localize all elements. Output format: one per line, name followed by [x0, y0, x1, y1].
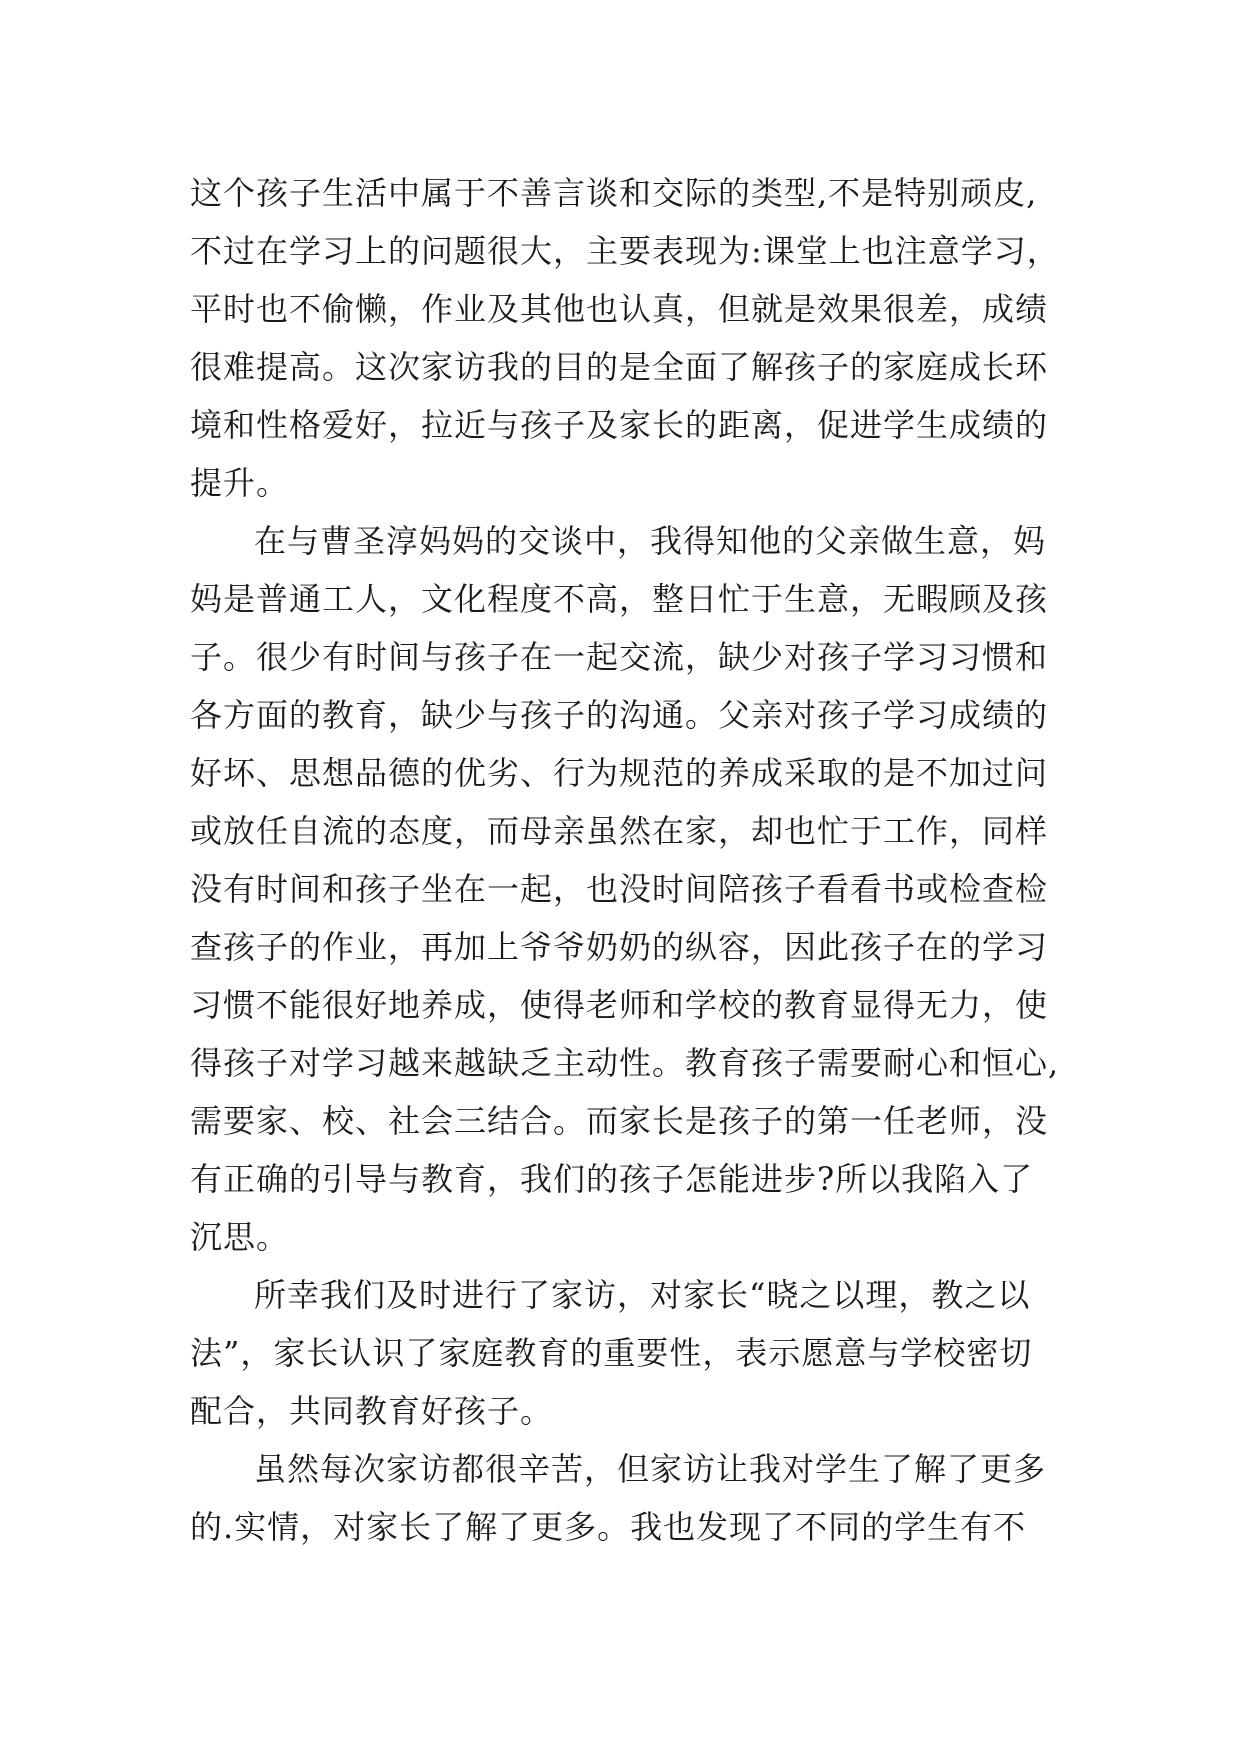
text-line: 沉思。: [190, 1218, 290, 1256]
paragraph-1: [190, 164, 1070, 512]
text-line: 没有时间和孩子坐在一起，也没时间陪孩子看看书或检查检: [190, 870, 1049, 908]
text-line: 提升。: [190, 464, 290, 502]
document-body: [190, 164, 1070, 1556]
text-line: 得孩子对学习越来越缺乏主动性。教育孩子需要耐心和恒心,: [190, 1044, 1060, 1082]
paragraph-4: [190, 1440, 1070, 1556]
text-line: 所幸我们及时进行了家访，对家长“晓之以理，教之以: [254, 1276, 1031, 1314]
text-line: 虽然每次家访都很辛苦，但家访让我对学生了解了更多: [254, 1450, 1047, 1488]
text-line: 平时也不偷懒，作业及其他也认真，但就是效果很差，成绩: [190, 290, 1049, 328]
text-line: 子。很少有时间与孩子在一起交流，缺少对孩子学习习惯和: [190, 638, 1049, 676]
text-line: 的.实情，对家长了解了更多。我也发现了不同的学生有不: [190, 1508, 1027, 1546]
text-line: 需要家、校、社会三结合。而家长是孩子的第一任老师，没: [190, 1102, 1049, 1140]
text-line: 这个孩子生活中属于不善言谈和交际的类型,不是特别顽皮,: [190, 174, 1038, 212]
paragraph-2: [190, 512, 1070, 1266]
text-line: 配合，共同教育好孩子。: [190, 1392, 554, 1430]
text-line: 或放任自流的态度，而母亲虽然在家，却也忙于工作，同样: [190, 812, 1049, 850]
text-line: 不过在学习上的问题很大，主要表现为:课堂上也注意学习，: [190, 232, 1060, 270]
text-line: 妈是普通工人，文化程度不高，整日忙于生意，无暇顾及孩: [190, 580, 1049, 618]
text-line: 查孩子的作业，再加上爷爷奶奶的纵容，因此孩子在的学习: [190, 928, 1049, 966]
text-line: 境和性格爱好，拉近与孩子及家长的距离，促进学生成绩的: [190, 406, 1049, 444]
text-line: 有正确的引导与教育，我们的孩子怎能进步?所以我陷入了: [190, 1160, 1034, 1198]
text-line: 很难提高。这次家访我的目的是全面了解孩子的家庭成长环: [190, 348, 1049, 386]
text-line: 好坏、思想品德的优劣、行为规范的养成采取的是不加过问: [190, 754, 1049, 792]
paragraph-3: [190, 1266, 1070, 1440]
text-line: 在与曹圣淳妈妈的交谈中，我得知他的父亲做生意，妈: [254, 522, 1047, 560]
text-line: 法”，家长认识了家庭教育的重要性，表示愿意与学校密切: [190, 1334, 1033, 1372]
text-line: 习惯不能很好地养成，使得老师和学校的教育显得无力，使: [190, 986, 1049, 1024]
text-line: 各方面的教育，缺少与孩子的沟通。父亲对孩子学习成绩的: [190, 696, 1049, 734]
